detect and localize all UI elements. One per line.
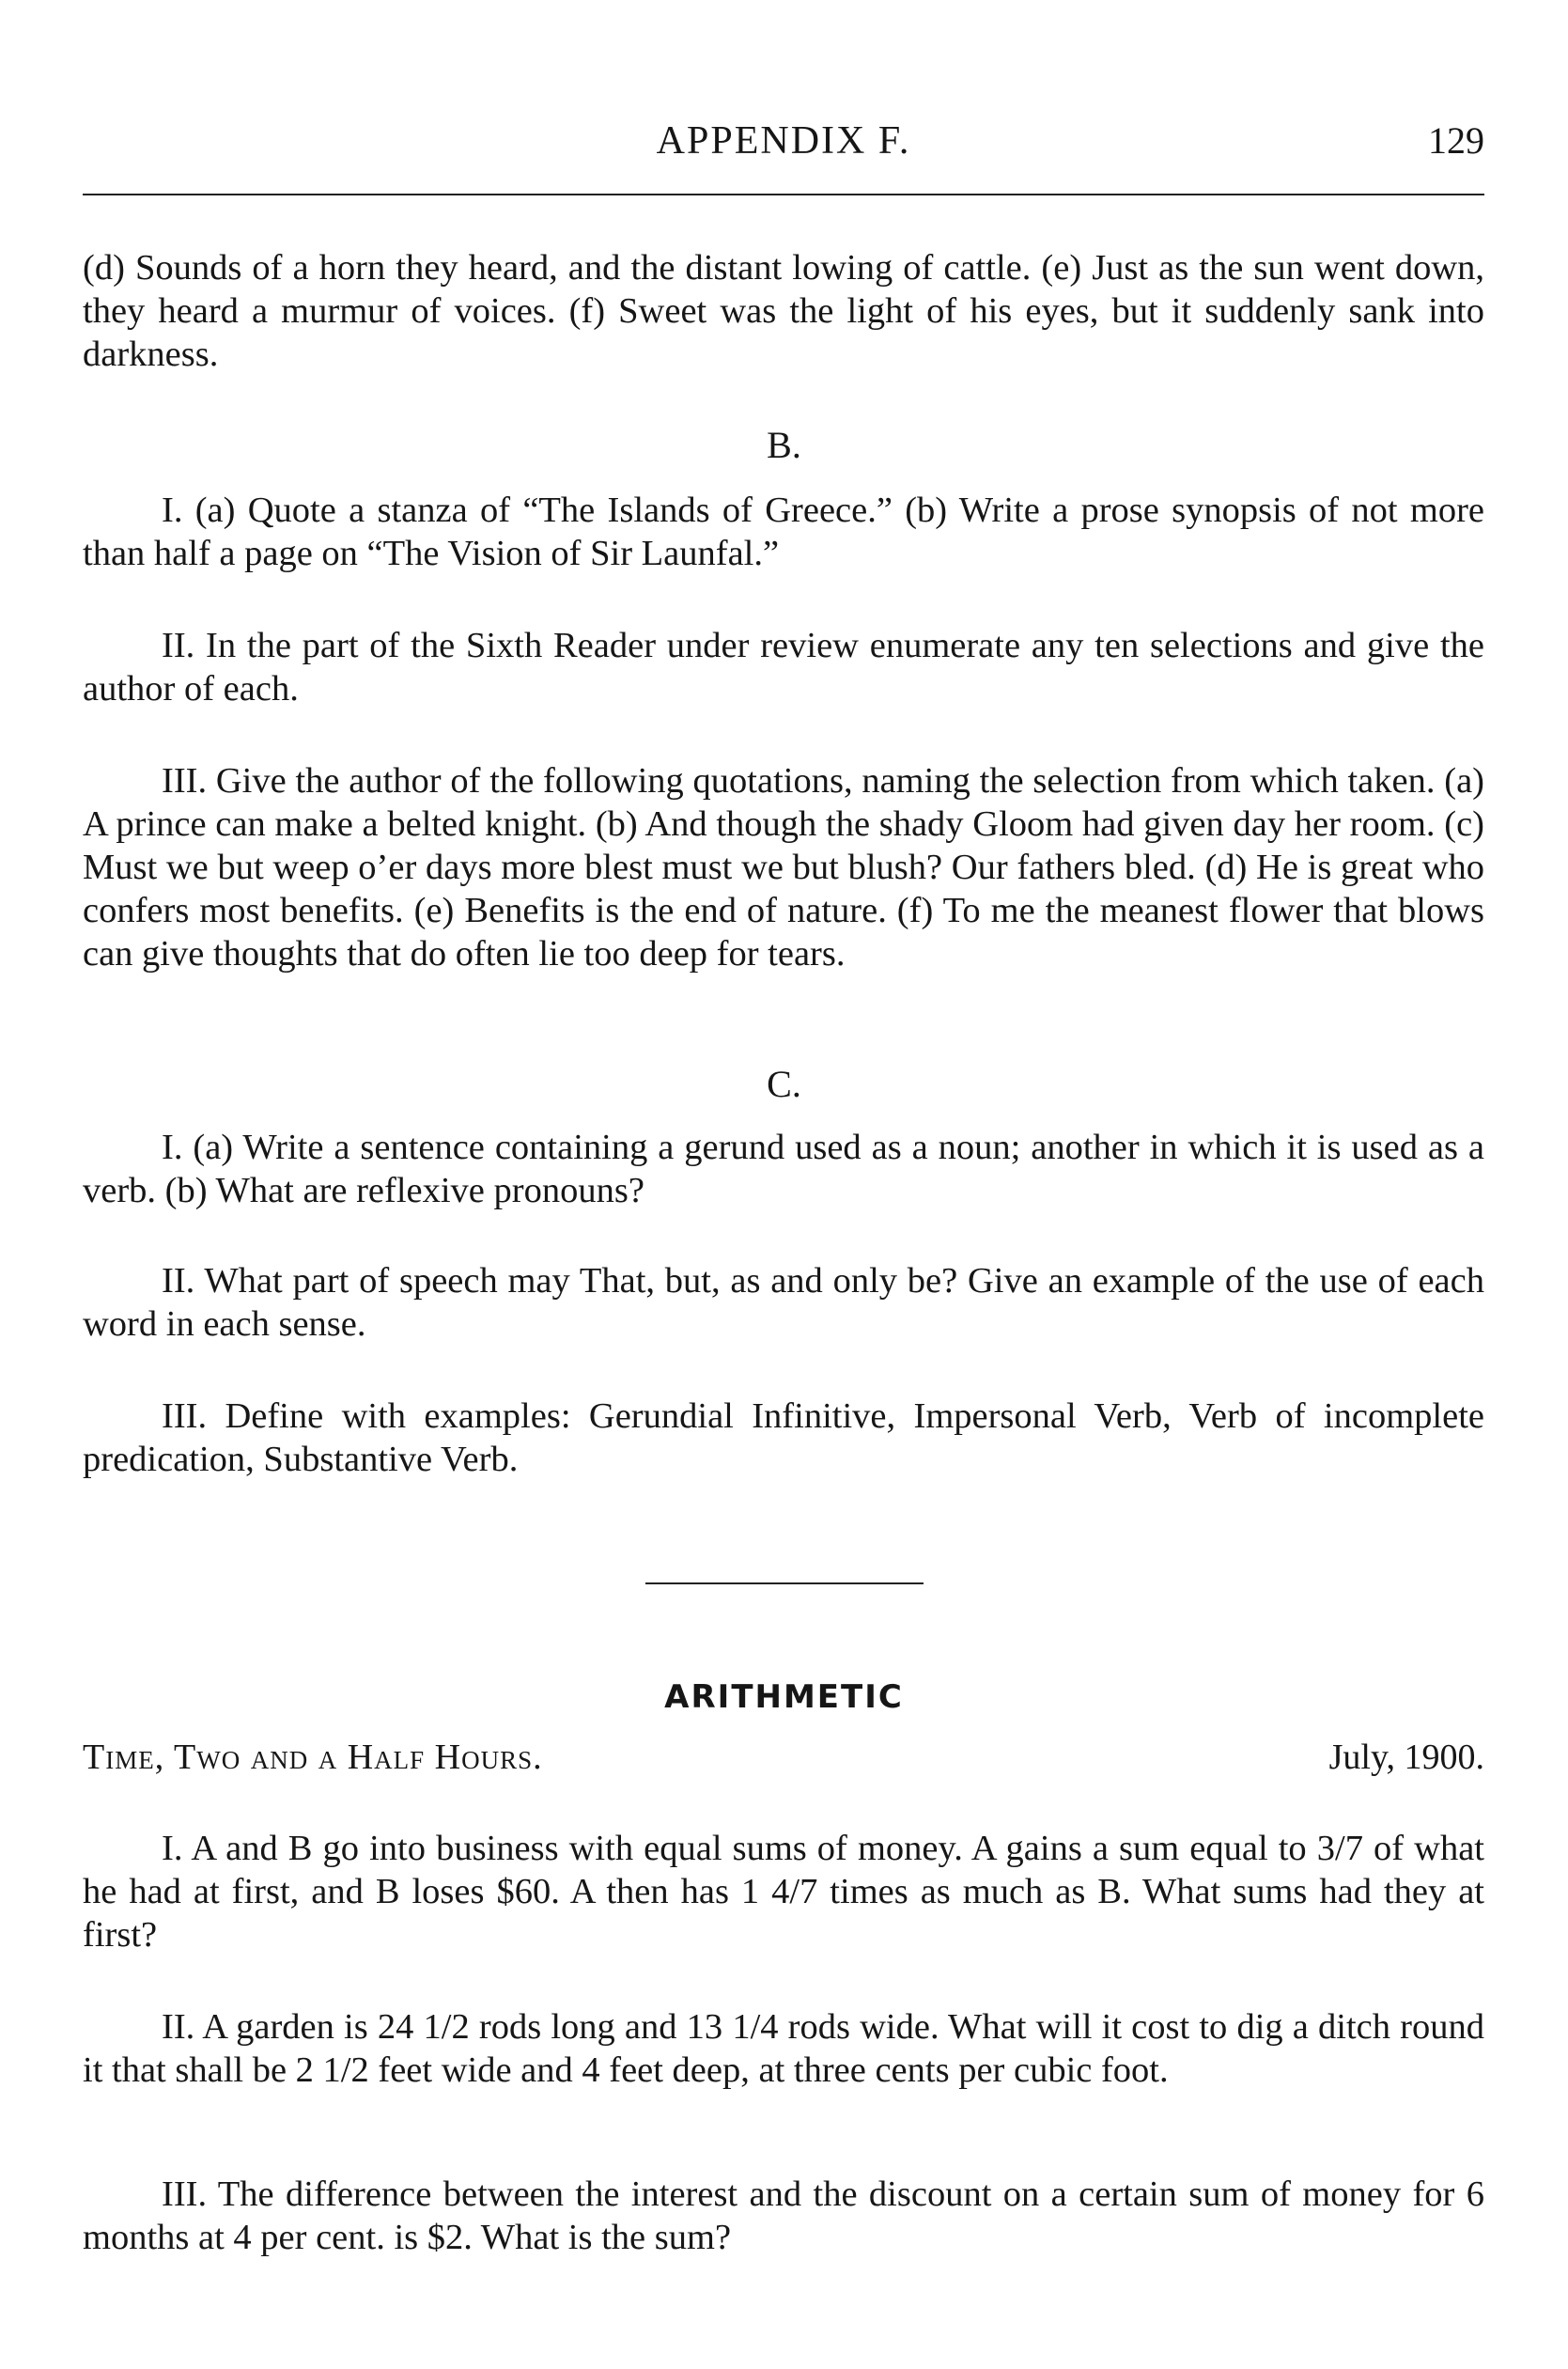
running-title: APPENDIX F. — [656, 119, 911, 163]
question-arith-3: III. The difference between the interest and the discount on a certain sum of money for 6 months at 4 per cent. is $2. What is the sum? — [83, 2174, 1484, 2257]
question-c-3: III. Define with examples: Gerundial Infinitive, Impersonal Verb, Verb of incomplete predication, Substantive Verb. — [83, 1396, 1484, 1479]
exam-date: July, 1900. — [1328, 1738, 1484, 1777]
page-number: 129 — [1428, 119, 1484, 162]
question-arith-1: I. A and B go into business with equal sums of money. A gains a sum equal to 3/7 of what he had at first, and B loses $60. A then has 1 4/7 times as much as B. What sums had they at first? — [83, 1829, 1484, 1955]
question-b-1: I. (a) Quote a stanza of “The Islands of Greece.” (b) Write a prose synopsis of not more than half a page on “The Vision of Sir Launfal.” — [83, 491, 1484, 573]
running-header — [83, 111, 1484, 167]
header-rule — [83, 194, 1484, 195]
question-arith-2: II. A garden is 24 1/2 rods long and 13 1/4 rods wide. What will it cost to dig a ditch round it that shall be 2 1/2 feet wide and 4 feet deep, at three cents per cubic foot. — [83, 2007, 1484, 2090]
section-divider — [645, 1582, 924, 1584]
section-heading-b: B. — [767, 424, 801, 466]
question-b-2: II. In the part of the Sixth Reader under review enumerate any ten selections and give the author of each. — [83, 626, 1484, 709]
exam-info-line — [83, 1737, 1484, 1778]
paragraph-continued: (d) Sounds of a horn they heard, and the distant lowing of cattle. (e) Just as the sun went down, they heard a murmur of voices. (f) Sweet was the light of his eyes, but it suddenly sank into darkness. — [83, 248, 1484, 374]
question-b-3: III. Give the author of the following quotations, naming the selection from which taken. (a) A prince can make a belted knight. (b) And though the shady Gloom had given day her room. (c) Must we but weep o’er days more blest must we but blush? Our fathers bled. (d) He is great who confers most benefits. (e) Benefits is the end of nature. (f) To me the meanest flower that blows can give thoughts that do often lie too deep for tears. — [83, 761, 1484, 974]
arithmetic-title: ARITHMETIC — [664, 1678, 904, 1716]
time-allowed: Time, Two and a Half Hours. — [83, 1738, 543, 1777]
question-c-1: I. (a) Write a sentence containing a gerund used as a noun; another in which it is used as a verb. (b) What are reflexive pronouns? — [83, 1128, 1484, 1210]
section-heading-c: C. — [767, 1063, 801, 1105]
question-c-2: II. What part of speech may That, but, as and only be? Give an example of the use of each word in each sense. — [83, 1261, 1484, 1344]
